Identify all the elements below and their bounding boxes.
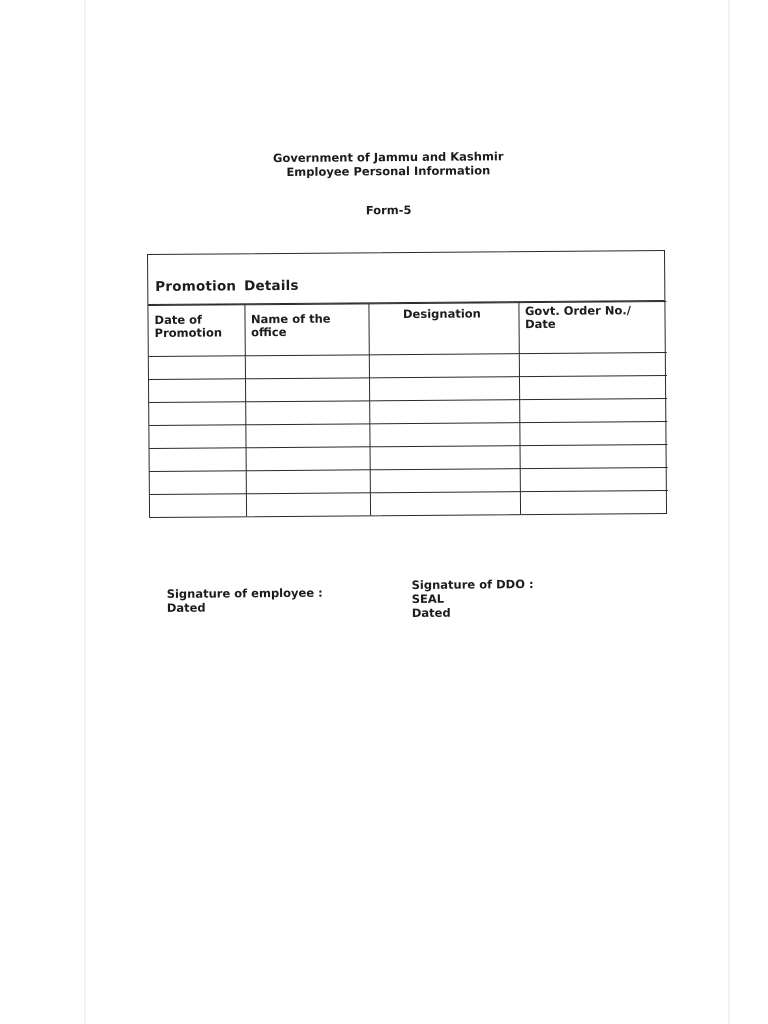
- table-cell: [150, 494, 246, 517]
- table-cell: [370, 469, 520, 493]
- ddo-signature-block: [412, 577, 534, 620]
- table-cell: [369, 400, 519, 424]
- header-line-title: Employee Personal Information: [286, 163, 491, 179]
- table-cell: [246, 470, 370, 494]
- table-cell: [520, 444, 668, 468]
- promotion-details-box: [147, 250, 667, 518]
- table-cell: [519, 375, 667, 399]
- document-header: [228, 149, 548, 180]
- table-cell: [245, 378, 369, 402]
- table-cell: [149, 356, 245, 380]
- table-cell: [149, 379, 245, 403]
- table-cell: [370, 446, 520, 470]
- table-cell: [369, 423, 519, 447]
- table-cell: [245, 355, 369, 379]
- promotion-table: [148, 301, 668, 517]
- table-header-row: [148, 301, 666, 356]
- table-body: [149, 352, 668, 517]
- section-title: Promotion Details: [148, 251, 664, 305]
- table-cell: [520, 467, 668, 491]
- table-cell: [149, 402, 245, 426]
- column-header-date-of-promotion: Date of Promotion: [148, 305, 244, 357]
- table-cell: [369, 354, 519, 378]
- ddo-signature-label: Signature of DDO :: [411, 577, 534, 592]
- table-cell: [519, 398, 667, 422]
- employee-signature-block: [167, 586, 323, 615]
- table-row: [150, 490, 668, 517]
- employee-signature-label: Signature of employee :: [166, 585, 323, 601]
- ddo-seal-label: SEAL: [411, 591, 445, 606]
- table-cell: [369, 377, 519, 401]
- table-cell: [370, 492, 520, 516]
- table-cell: [519, 421, 667, 445]
- column-header-govt-order: Govt. Order No./ Date: [518, 301, 666, 353]
- form-number: Form-5: [365, 202, 412, 218]
- column-header-designation: Designation: [368, 303, 518, 355]
- table-cell: [246, 447, 370, 471]
- table-cell: [519, 352, 667, 376]
- table-cell: [246, 493, 370, 516]
- table-cell: [245, 424, 369, 448]
- table-cell: [520, 490, 668, 514]
- header-line-government: Government of Jammu and Kashmir: [272, 149, 504, 166]
- table-cell: [150, 448, 246, 472]
- table-cell: [149, 425, 245, 449]
- column-header-name-of-office: Name of the office: [244, 304, 368, 356]
- table-cell: [245, 401, 369, 425]
- employee-dated-label: Dated: [166, 600, 206, 615]
- ddo-dated-label: Dated: [411, 605, 451, 620]
- table-cell: [150, 471, 246, 495]
